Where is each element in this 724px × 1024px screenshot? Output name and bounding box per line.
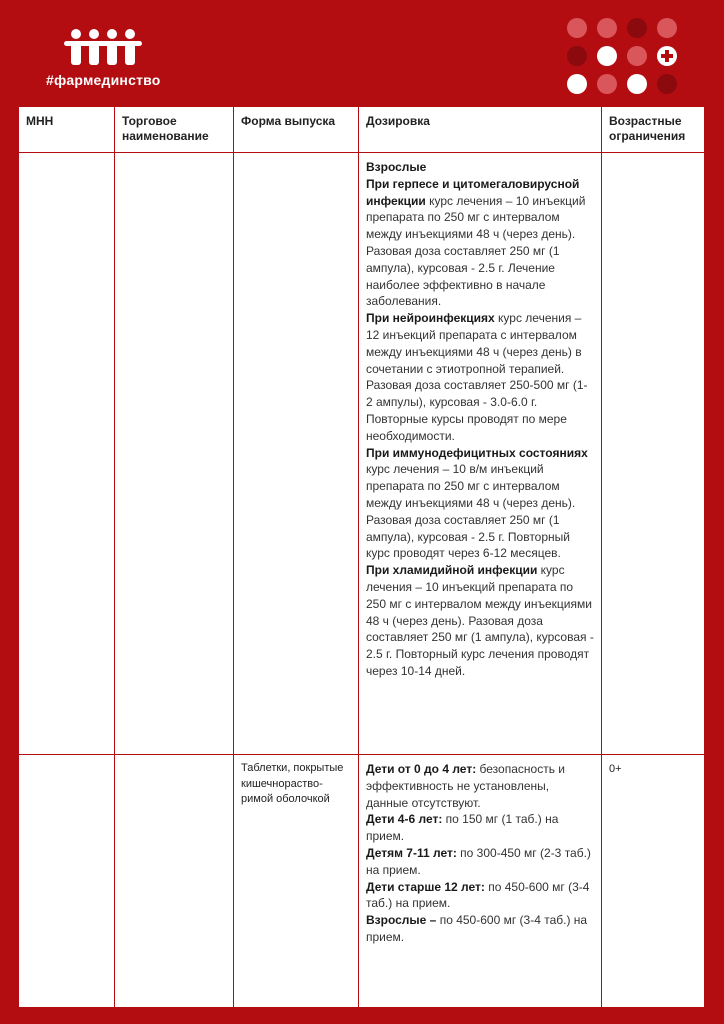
dosage-item <box>366 159 594 176</box>
people-group-icon <box>62 28 152 68</box>
table-row <box>19 755 705 1008</box>
document-page <box>18 106 704 1008</box>
dosage-item-text: курс лечения – 10 инъекций препарата по 250 мг с интервалом между инъекциями 48 ч (через день). Разовая доза составляет 250 мг (1 ампула), курсовая - 2.5 г. Лечение наиболее эффективно в начале заболевания. <box>366 193 586 309</box>
dosage-item <box>366 176 594 310</box>
brand-logo <box>40 28 180 98</box>
dot <box>597 74 617 94</box>
dosage-item <box>366 879 594 913</box>
dosage-item-heading: Дети старше 12 лет: <box>366 879 485 894</box>
dot <box>567 18 587 38</box>
dosage-item-text: безопасность и эффективность не установлены, данные отсутствуют. <box>366 762 565 810</box>
dot <box>597 46 617 66</box>
header-age: Возрастные ограничения <box>602 107 705 153</box>
medical-cross-icon <box>657 46 677 66</box>
cell-form: Таблетки, покрытые кишечнораство-римой оболочкой <box>234 755 359 1008</box>
header-dosage: Дозировка <box>359 107 602 153</box>
brand-logo-text: #фармединство <box>46 72 161 88</box>
dosage-item-text: по 450-600 мг (3-4 таб.) на прием. <box>366 913 588 944</box>
header-form: Форма выпуска <box>234 107 359 153</box>
cell-age <box>602 153 705 755</box>
dosage-item-text: по 300-450 мг (2-3 таб.) на прием. <box>366 845 591 877</box>
dosage-item-text: курс лечения – 10 в/м инъекций препарата по 250 мг с интервалом между инъекциями 48 ч (через день). Разовая доза составляет 250 мг (1 ампула), курсовая - 2.5 г. Повторный курс проводят через 6-12 месяцев. <box>366 462 576 561</box>
dosage-item <box>366 445 594 563</box>
header-trade-name: Торговое наименование <box>115 107 234 153</box>
dosage-item-heading: При иммунодефицитных состояниях <box>366 445 588 460</box>
dot <box>627 74 647 94</box>
dot <box>567 46 587 66</box>
dosage-item-heading: Взрослые – <box>366 913 437 928</box>
dosage-item-heading: При хламидийной инфекции <box>366 563 538 578</box>
decorative-dot-grid <box>567 18 697 98</box>
dosage-item <box>366 761 594 811</box>
dosage-item-heading: При нейроинфекциях <box>366 311 495 326</box>
dosage-item-text: курс лечения – 10 инъекций препарата по 250 мг с интервалом между инъекциями 48 ч (через день). Разовая доза составляет 250 мг (1 ампула), курсовая - 2.5 г. Повторный курс лечения проводят через 10-14 дней. <box>366 563 594 678</box>
dosage-item <box>366 562 594 680</box>
cell-form <box>234 153 359 755</box>
dosage-item-text: курс лечения – 12 инъекций препарата с интервалом между инъекциями 48 ч (через день) в сочетании с этиотропной терапией. Разовая доза составляет 250-500 мг (1-2 ампулы), курсовая - 3.0-6.0 г. Повторные курсы проводят по мере необходимости. <box>366 311 588 443</box>
dosage-item <box>366 310 594 444</box>
cell-age: 0+ <box>602 755 705 1008</box>
dosage-item-heading: При герпесе и цитомегаловирусной инфекции <box>366 176 580 208</box>
dosage-item-text: по 450-600 мг (3-4 таб.) на прием. <box>366 879 590 911</box>
dot <box>597 18 617 38</box>
drug-table <box>18 106 705 1008</box>
dosage-item <box>366 811 594 845</box>
cell-trade-name <box>115 153 234 755</box>
cell-dosage <box>359 153 602 755</box>
dot <box>657 18 677 38</box>
dosage-item-heading: Дети от 0 до 4 лет: <box>366 762 477 776</box>
dot <box>657 74 677 94</box>
dot <box>627 46 647 66</box>
dot <box>567 74 587 94</box>
cell-mnn <box>19 153 115 755</box>
cell-trade-name <box>115 755 234 1008</box>
table-header-row <box>19 107 705 153</box>
dosage-item-heading: Детям 7-11 лет: <box>366 845 457 860</box>
cell-dosage <box>359 755 602 1008</box>
dosage-item-heading: Взрослые <box>366 160 427 174</box>
dot <box>627 18 647 38</box>
dosage-item <box>366 912 594 946</box>
cell-mnn <box>19 755 115 1008</box>
dosage-item <box>366 845 594 879</box>
dosage-item-text: по 150 мг (1 таб.) на прием. <box>366 812 559 844</box>
table-row <box>19 153 705 755</box>
dosage-item-heading: Дети 4-6 лет: <box>366 812 443 827</box>
header-mnn: МНН <box>19 107 115 153</box>
